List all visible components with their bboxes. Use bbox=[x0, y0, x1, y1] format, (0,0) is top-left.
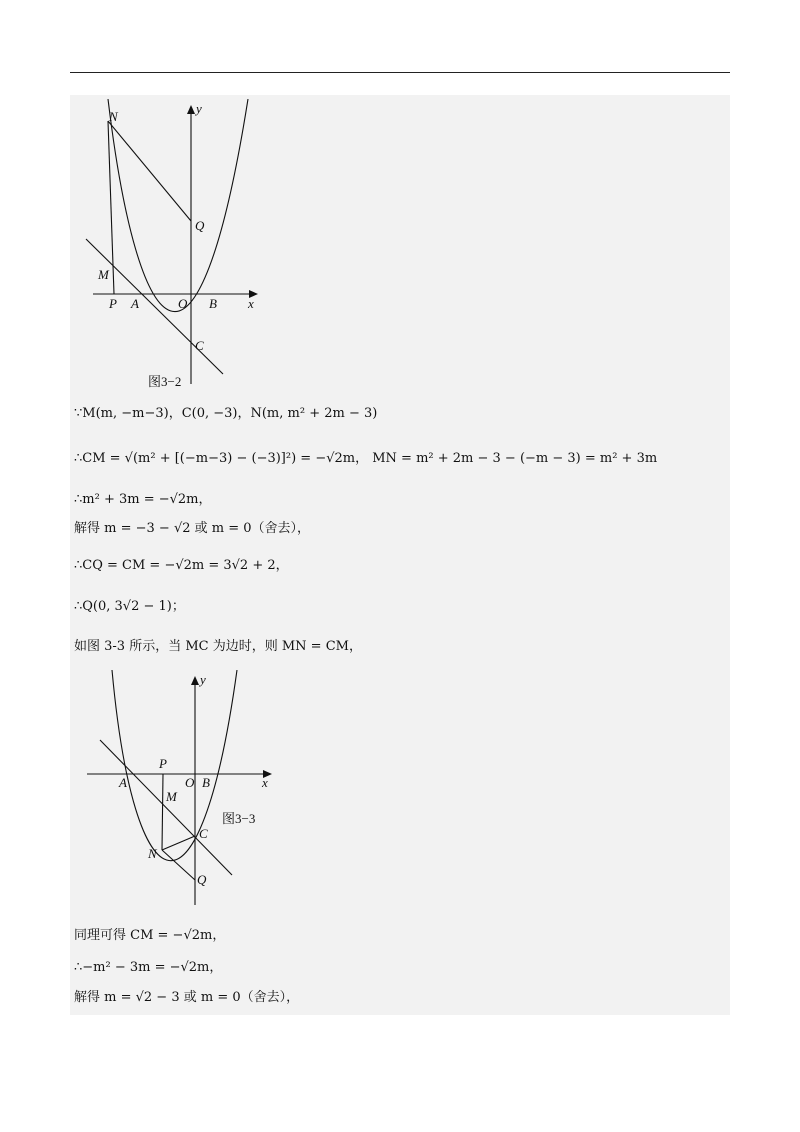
figure-3-3-svg bbox=[82, 670, 292, 910]
label-b: B bbox=[209, 296, 217, 311]
y-axis-arrow bbox=[191, 676, 199, 685]
label-c: C bbox=[199, 826, 208, 841]
label-o: O bbox=[178, 296, 188, 311]
figure-3-3 bbox=[82, 670, 292, 910]
figure-3-3-caption: 图3−3 bbox=[222, 811, 256, 826]
line-1: ∵M(m, −m−3)，C(0, −3)，N(m, m² + 2m − 3) bbox=[74, 406, 378, 421]
line-7: 如图 3-3 所示，当 MC 为边时，则 MN = CM， bbox=[74, 639, 362, 654]
figure-3-2 bbox=[78, 99, 278, 399]
segment-nq bbox=[108, 121, 191, 221]
figure-3-2-svg bbox=[78, 99, 278, 399]
line-8: 同理可得 CM = −√2m， bbox=[74, 928, 226, 943]
label-p: P bbox=[159, 756, 167, 771]
label-n: N bbox=[109, 109, 118, 124]
line-9: ∴−m² − 3m = −√2m， bbox=[74, 960, 223, 975]
segment-pn bbox=[162, 774, 163, 850]
line-4: 解得 m = −3 − √2 或 m = 0（舍去）， bbox=[74, 521, 311, 536]
label-a: A bbox=[131, 296, 139, 311]
label-m: M bbox=[166, 789, 177, 804]
label-x: x bbox=[262, 775, 268, 790]
label-y: y bbox=[200, 672, 206, 687]
header-rule bbox=[70, 72, 730, 73]
line-10: 解得 m = √2 − 3 或 m = 0（舍去）， bbox=[74, 990, 300, 1005]
segment-np bbox=[108, 121, 114, 294]
label-n: N bbox=[148, 846, 157, 861]
line-ac bbox=[86, 239, 223, 374]
solution-panel bbox=[70, 95, 730, 1015]
label-x: x bbox=[248, 296, 254, 311]
label-q: Q bbox=[195, 218, 205, 233]
parabola bbox=[112, 670, 237, 861]
line-2: ∴CM = √(m² + [(−m−3) − (−3)]²) = −√2m， MN = m² + 2m − 3 − (−m − 3) = m² + 3m bbox=[74, 451, 658, 466]
label-c: C bbox=[195, 338, 204, 353]
figure-3-2-caption: 图3−2 bbox=[148, 374, 182, 389]
label-o: O bbox=[185, 775, 195, 790]
label-m: M bbox=[98, 267, 109, 282]
label-a: A bbox=[119, 775, 127, 790]
y-axis-arrow bbox=[187, 105, 195, 114]
line-6: ∴Q(0, 3√2 − 1)； bbox=[74, 599, 185, 614]
line-3: ∴m² + 3m = −√2m， bbox=[74, 492, 212, 507]
label-b: B bbox=[202, 775, 210, 790]
label-q: Q bbox=[197, 872, 207, 887]
label-p: P bbox=[109, 296, 117, 311]
label-y: y bbox=[196, 101, 202, 116]
segment-nq bbox=[162, 850, 195, 880]
line-5: ∴CQ = CM = −√2m = 3√2 + 2， bbox=[74, 558, 289, 573]
